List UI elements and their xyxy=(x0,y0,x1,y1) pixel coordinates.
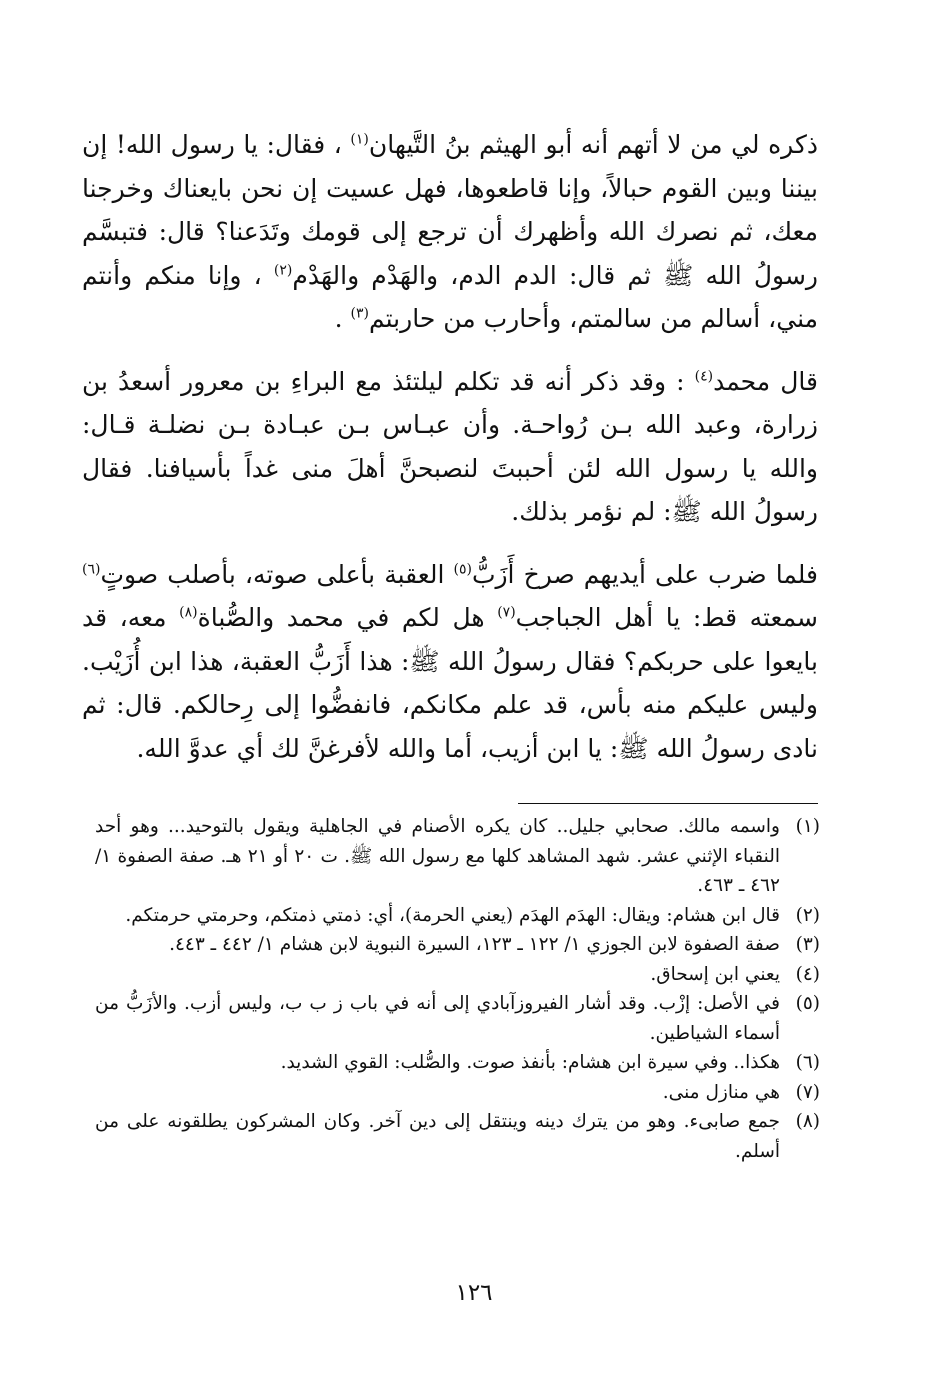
footnote-ref: (٦) xyxy=(82,561,101,578)
footnote-ref: (٣) xyxy=(350,305,369,322)
footnotes xyxy=(95,812,820,1166)
paragraph-1 xyxy=(82,123,818,341)
paragraph-3 xyxy=(82,553,818,771)
footnote-ref: (٨) xyxy=(179,604,198,621)
footnote-7 xyxy=(95,1078,820,1108)
footnote-number: (٣) xyxy=(795,934,820,955)
footnote-ref: (٤) xyxy=(694,368,714,385)
footnote-number: (٥) xyxy=(795,993,820,1014)
footnote-ref: (٢) xyxy=(273,262,293,279)
footnote-number: (٧) xyxy=(795,1081,820,1103)
footnote-text: جمع صابىء. وهو من يترك دينه وينتقل إلى دين آخر. وكان المشركون يطلقونه على من أسلم. xyxy=(95,1111,780,1162)
footnote-ref: (١) xyxy=(350,131,369,148)
footnote-ref: (٥) xyxy=(453,561,472,578)
footnote-text: قال ابن هشام: ويقال: الهدَم الهدَم (يعني الحرمة)، أي: ذمتي ذمتكم، وحرمتي حرمتكم. xyxy=(125,904,780,926)
footnote-text: هكذا.. وفي سيرة ابن هشام: بأنفذ صوت. والصُّلب: القوي الشديد. xyxy=(280,1052,780,1073)
text-run: قال محمد xyxy=(713,366,818,396)
text-run: ، وإنا منكم وأنتم مني، أسالم من سالمتم، وأحارب من حاربتم xyxy=(82,260,818,333)
text-run: هل لكم في محمد والصُّباة xyxy=(197,603,498,632)
footnote-5 xyxy=(95,989,820,1048)
footnote-divider xyxy=(518,803,818,804)
footnote-text: صفة الصفوة لابن الجوزي ١/ ١٢٢ ـ ١٢٣، السيرة النبوية لابن هشام ١/ ٤٤٢ ـ ٤٤٣. xyxy=(169,934,780,955)
text-run: . xyxy=(334,304,351,333)
footnote-4 xyxy=(95,960,820,990)
footnote-number: (٢) xyxy=(795,904,820,926)
footnote-number: (٨) xyxy=(795,1111,820,1132)
footnote-number: (١) xyxy=(795,816,820,837)
text-run: فلما ضرب على أيديهم صرخ أَزَبُّ xyxy=(471,559,819,589)
text-run: ، فقال: يا رسول الله! إن بيننا وبين القوم حبالاً، وإنا قاطعوها، فهل عسيت إن نحن بايعناك وخرجنا معك، ثم نصرك الله وأظهرك أن ترجع إلى قومك وتَدَعنا؟ قال: فتبسَّم رسولُ الله ﷺ ثم قال: الدم الدم، والهَدْم والهَدْم xyxy=(82,130,818,290)
text-run: معه، قد بايعوا على حربكم؟ فقال رسولُ الله ﷺ: هذا أَزَبُّ العقبة، هذا ابن أُزَيْب. وليس عليكم منه بأس، قد علم مكانكم، فانفضُّوا إلى رِحالكم. قال: ثم نادى رسولُ الله ﷺ: يا ابن أزيب، أما والله لأفرغنَّ لك أي عدوَّ الله. xyxy=(82,603,818,763)
footnote-number: (٤) xyxy=(795,963,820,985)
footnote-text: هي منازل منى. xyxy=(662,1081,780,1103)
text-run: ذكره لي من لا أتهم أنه أبو الهيثم بنُ التَّيهان xyxy=(368,130,818,159)
footnote-3 xyxy=(95,930,820,960)
footnote-text: واسمه مالك. صحابي جليل.. كان يكره الأصنام في الجاهلية ويقول بالتوحيد... وهو أحد النقباء الإثني عشر. شهد المشاهد كلها مع رسول الله ﷺ. ت ٢٠ أو ٢١ هـ. صفة الصفوة ١/ ٤٦٢ ـ ٤٦٣. xyxy=(95,816,780,896)
footnote-text: يعني ابن إسحاق. xyxy=(650,963,780,985)
text-run: العقبة بأعلى صوته، بأصلب صوتٍ xyxy=(100,559,454,589)
footnote-ref: (٧) xyxy=(497,604,516,621)
footnote-8 xyxy=(95,1107,820,1166)
text-run: سمعته قط: يا أهل الجباجب xyxy=(515,603,819,632)
footnote-6 xyxy=(95,1048,820,1078)
text-run: : وقد ذكر أنه قد تكلم ليلتئذ مع البراءِ بن معرور أسعدُ بن زرارة، وعبد الله بـن رُواحـة. وأن عبـاس بـن عبـادة بـن نضلـة قـال: والله يا رسول الله لئن أحببتَ لنصبحنَّ أهلَ منى غداً بأسيافنا. فقال رسولُ الله ﷺ: لم نؤمر بذلك. xyxy=(82,366,818,526)
footnote-1 xyxy=(95,812,820,901)
paragraph-2 xyxy=(82,360,818,534)
main-text xyxy=(82,123,818,789)
footnote-2 xyxy=(95,901,820,931)
page-number: ١٢٦ xyxy=(455,1280,493,1306)
footnote-number: (٦) xyxy=(795,1052,820,1073)
footnote-text: في الأصل: إزْب. وقد أشار الفيروزآبادي إلى أنه في باب ز ب ب، وليس أزب. والأزَبُّ من أسماء الشياطين. xyxy=(95,993,780,1044)
